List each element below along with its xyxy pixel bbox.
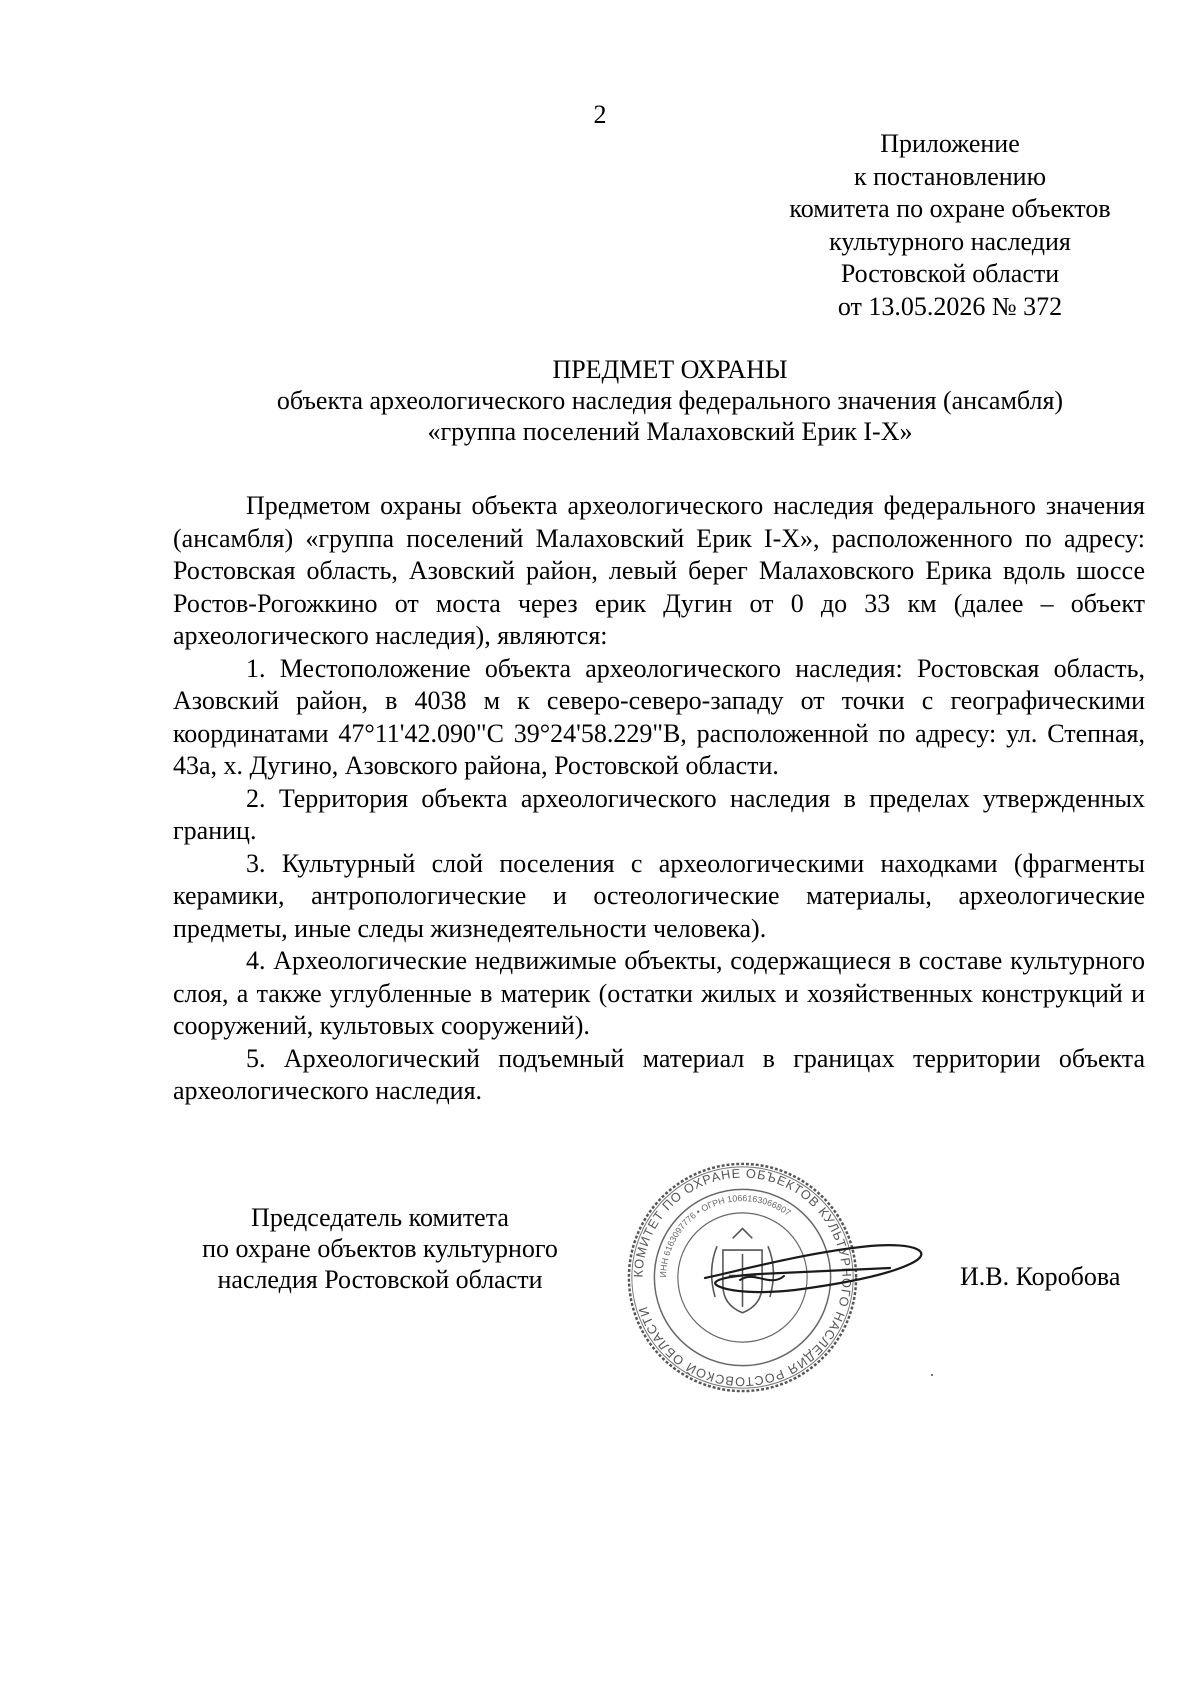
appendix-date-number: от 13.05.2026 № 372 — [837, 291, 1063, 321]
scan-speck — [931, 1374, 933, 1376]
signatory-name: И.В. Коробова — [960, 1262, 1121, 1291]
list-item: 2. Территория объекта археологического наследия в пределах утвержденных границ. — [173, 783, 1145, 845]
signatory-position — [160, 1202, 600, 1295]
document-title — [160, 354, 1180, 447]
appendix-line: культурного наследия — [829, 226, 1071, 256]
position-line: по охране объектов культурного — [202, 1234, 558, 1263]
appendix-line: к постановлению — [853, 161, 1047, 191]
title-subtitle-line: объекта археологического наследия федерального значения (ансамбля) — [276, 386, 1064, 415]
page-number: 2 — [593, 100, 607, 129]
appendix-header — [740, 128, 1160, 323]
position-line: наследия Ростовской области — [217, 1265, 543, 1294]
title-object-name: «группа поселений Малаховский Ерик I-X» — [427, 417, 913, 446]
appendix-line: комитета по охране объектов — [789, 194, 1111, 223]
seal-outer-text: КОМИТЕТ ПО ОХРАНЕ ОБЪЕКТОВ КУЛЬТУРНОГО НАСЛЕДИЯ РОСТОВСКОЙ ОБЛАСТИ — [630, 1165, 855, 1390]
handwritten-signature — [700, 1230, 940, 1310]
intro-paragraph: Предметом охраны объекта археологического наследия федерального значения (ансамбля) «группа поселений Малаховский Ерик I-X», расположенного по адресу: Ростовская область, Азовский район, левый берег Малаховского Ерика вдоль шоссе Ростов-Рогожкино от моста через ерик Дугин от 0 до 33 км (далее – объект археологического наследия), являются: — [173, 491, 1145, 650]
seal-inner-text: ИНН 6163097776 • ОГРН 1066163066807 — [658, 1193, 793, 1278]
list-item: 3. Культурный слой поселения с археологическими находками (фрагменты керамики, антропологические и остеологические материалы, археологические предметы, иные следы жизнедеятельности человека). — [173, 848, 1145, 943]
document-body — [173, 490, 1145, 1108]
appendix-line: Приложение — [880, 129, 1020, 158]
title-heading: ПРЕДМЕТ ОХРАНЫ — [552, 355, 788, 384]
list-item: 5. Археологический подъемный материал в границах территории объекта археологического наследия. — [173, 1043, 1145, 1105]
list-item: 4. Археологические недвижимые объекты, содержащиеся в составе культурного слоя, а также углубленные в материк (остатки жилых и хозяйственных конструкций и сооружений, культовых сооружений). — [173, 946, 1145, 1040]
list-item: 1. Местоположение объекта археологического наследия: Ростовская область, Азовский район, в 4038 м к северо-северо-западу от точки с географическими координатами 47°11'42.090"С 39°24'58.229"В, расположенной по адресу: ул. Степная, 43а, х. Дугино, Азовского района, Ростовской области. — [173, 653, 1145, 780]
appendix-line: Ростовской области — [840, 259, 1060, 288]
position-line: Председатель комитета — [251, 1203, 509, 1232]
